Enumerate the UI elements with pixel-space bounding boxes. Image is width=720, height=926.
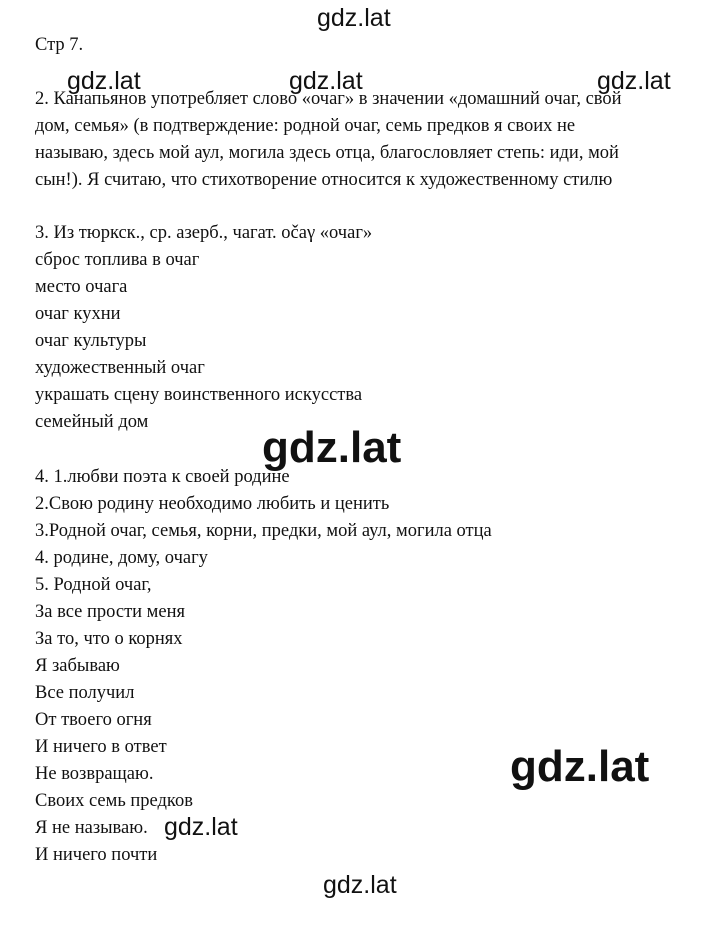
watermark-lower: gdz.lat: [164, 813, 238, 841]
section2-line: 2. Канапьянов употребляет слово «очаг» в значении «домашний очаг, свой: [35, 89, 622, 109]
section4-line: За все прости меня: [35, 602, 186, 622]
section4-line: 4. родине, дому, очагу: [35, 548, 208, 568]
section4-line: И ничего почти: [35, 845, 158, 865]
section3-line: украшать сцену воинственного искусства: [35, 385, 363, 405]
section4-line: За то, что о корнях: [35, 629, 183, 649]
watermark-row-right: gdz.lat: [597, 67, 671, 95]
section3-line: семейный дом: [35, 412, 149, 432]
section3-line: сброс топлива в очаг: [35, 250, 200, 270]
section3-line: место очага: [35, 277, 128, 297]
section4-line: Я забываю: [35, 656, 120, 676]
watermark-right-large: gdz.lat: [510, 742, 650, 791]
section4-line: 4. 1.любви поэта к своей родине: [35, 467, 290, 487]
section3-line: художественный очаг: [35, 358, 205, 378]
section3-line: очаг культуры: [35, 331, 147, 351]
section2-line: дом, семья» (в подтверждение: родной очаг, семь предков я своих не: [35, 116, 576, 136]
section3-line: 3. Из тюркск., ср. азерб., чагат. očaγ «очаг»: [35, 223, 373, 243]
watermark-row-mid: gdz.lat: [289, 67, 363, 95]
watermark-bottom: gdz.lat: [323, 871, 397, 899]
section4-line: От твоего огня: [35, 710, 152, 730]
section4-line: Я не называю.: [35, 818, 148, 838]
section4-line: Своих семь предков: [35, 791, 193, 811]
section3-line: очаг кухни: [35, 304, 121, 324]
watermark-row-left: gdz.lat: [67, 67, 141, 95]
section4-line: 2.Свою родину необходимо любить и ценить: [35, 494, 390, 514]
watermark-top: gdz.lat: [317, 4, 391, 32]
watermark-center-large: gdz.lat: [262, 423, 402, 472]
section4-line: 3.Родной очаг, семья, корни, предки, мой аул, могила отца: [35, 521, 492, 541]
section4-line: Не возвращаю.: [35, 764, 154, 784]
section4-line: Все получил: [35, 683, 135, 703]
section2-line: сын!). Я считаю, что стихотворение относится к художественному стилю: [35, 170, 613, 190]
section4-line: И ничего в ответ: [35, 737, 167, 757]
section4-line: 5. Родной очаг,: [35, 575, 152, 595]
section2-line: называю, здесь мой аул, могила здесь отца, благословляет степь: иди, мой: [35, 143, 619, 163]
page-label: Стр 7.: [35, 35, 84, 55]
